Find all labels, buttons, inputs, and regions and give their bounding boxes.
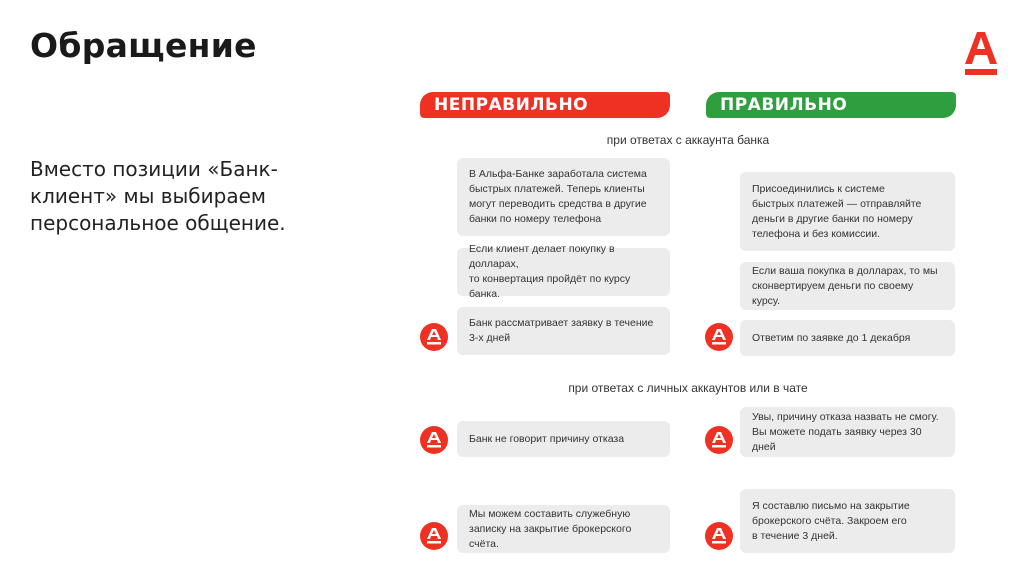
message-text: Если клиент делает покупку в долларах, то конвертация пройдёт по курсу банка. bbox=[469, 243, 631, 300]
alfa-avatar-icon bbox=[420, 522, 448, 550]
wrong-message-2 bbox=[457, 243, 670, 300]
intro-text: Вместо позиции «Банк-клиент» мы выбираем персональное общение. bbox=[30, 157, 286, 235]
wrong-column-header: НЕПРАВИЛЬНО bbox=[420, 92, 670, 118]
wrong-message-3 bbox=[457, 307, 670, 355]
right-message-4 bbox=[740, 407, 955, 457]
alfa-logo-icon bbox=[964, 30, 998, 78]
alfa-avatar-icon bbox=[420, 426, 448, 454]
right-message-2 bbox=[740, 262, 955, 310]
message-text: В Альфа-Банке заработала система быстрых платежей. Теперь клиенты могут переводить средства в другие банки по номеру телефона bbox=[469, 168, 647, 225]
alfa-avatar-icon bbox=[705, 323, 733, 351]
alfa-avatar-icon bbox=[705, 522, 733, 550]
wrong-message-4 bbox=[457, 421, 670, 457]
right-message-3 bbox=[740, 320, 955, 356]
section-label-personal: при ответах с личных аккаунтов или в чате bbox=[568, 381, 808, 395]
message-text: Я составлю письмо на закрытие брокерского счёта. Закроем его в течение 3 дней. bbox=[752, 499, 910, 542]
message-text: Мы можем составить служебную записку на закрытие брокерского счёта. bbox=[469, 507, 632, 550]
section-label-bank: при ответах с аккаунта банка bbox=[606, 133, 770, 147]
wrong-message-5 bbox=[457, 505, 670, 553]
message-text: Банк рассматривает заявку в течение 3-х дней bbox=[469, 317, 654, 344]
page-title: Обращение bbox=[30, 26, 257, 65]
message-text: Присоединились к системе быстрых платежей — отправляйте деньги в другие банки по номеру телефона и без комиссии. bbox=[752, 182, 922, 240]
message-text: Если ваша покупка в долларах, то мы сконвертируем деньги по своему курсу. bbox=[752, 264, 938, 307]
right-message-1 bbox=[740, 172, 955, 251]
alfa-avatar-icon bbox=[705, 426, 733, 454]
alfa-avatar-icon bbox=[420, 323, 448, 351]
message-text: Банк не говорит причину отказа bbox=[469, 432, 625, 445]
message-text: Ответим по заявке до 1 декабря bbox=[752, 331, 911, 344]
wrong-message-1 bbox=[457, 158, 670, 236]
right-column-header: ПРАВИЛЬНО bbox=[706, 92, 956, 118]
right-message-5 bbox=[740, 489, 955, 553]
message-text: Увы, причину отказа назвать не смогу. Вы можете подать заявку через 30 дней bbox=[752, 410, 939, 453]
